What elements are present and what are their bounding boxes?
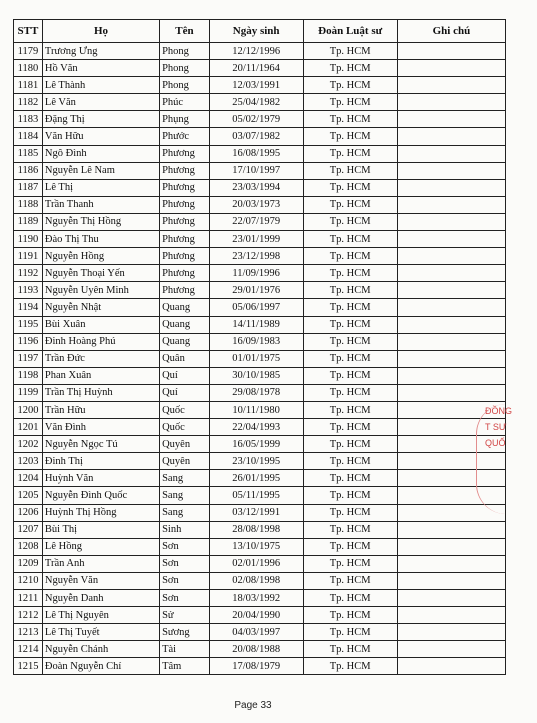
cell-doan-luat-su: Tp. HCM bbox=[303, 94, 397, 111]
table-row bbox=[14, 282, 506, 299]
cell-doan-luat-su: Tp. HCM bbox=[303, 590, 397, 607]
cell-doan-luat-su: Tp. HCM bbox=[303, 162, 397, 179]
cell-ngay-sinh: 01/01/1975 bbox=[209, 350, 303, 367]
cell-doan-luat-su: Tp. HCM bbox=[303, 231, 397, 248]
cell-stt: 1188 bbox=[14, 196, 43, 213]
cell-ho: Trần Anh bbox=[42, 555, 159, 572]
cell-ho: Lê Văn bbox=[42, 94, 159, 111]
cell-stt: 1203 bbox=[14, 453, 43, 470]
cell-stt: 1215 bbox=[14, 658, 43, 675]
cell-stt: 1201 bbox=[14, 419, 43, 436]
cell-doan-luat-su: Tp. HCM bbox=[303, 658, 397, 675]
cell-stt: 1204 bbox=[14, 470, 43, 487]
cell-ho: Trần Thị Huỳnh bbox=[42, 384, 159, 401]
cell-doan-luat-su: Tp. HCM bbox=[303, 624, 397, 641]
table-row bbox=[14, 196, 506, 213]
cell-ngay-sinh: 05/02/1979 bbox=[209, 111, 303, 128]
cell-doan-luat-su: Tp. HCM bbox=[303, 196, 397, 213]
cell-doan-luat-su: Tp. HCM bbox=[303, 350, 397, 367]
cell-ghi-chu bbox=[397, 265, 505, 282]
cell-stt: 1182 bbox=[14, 94, 43, 111]
cell-ghi-chu bbox=[397, 538, 505, 555]
cell-doan-luat-su: Tp. HCM bbox=[303, 316, 397, 333]
cell-stt: 1179 bbox=[14, 43, 43, 60]
table-row bbox=[14, 401, 506, 418]
cell-stt: 1193 bbox=[14, 282, 43, 299]
cell-ghi-chu bbox=[397, 145, 505, 162]
cell-ngay-sinh: 17/10/1997 bbox=[209, 162, 303, 179]
cell-stt: 1194 bbox=[14, 299, 43, 316]
cell-ghi-chu bbox=[397, 282, 505, 299]
stamp-seal bbox=[476, 404, 537, 514]
cell-ten: Sơn bbox=[160, 538, 210, 555]
table-row bbox=[14, 231, 506, 248]
cell-ho: Trần Đức bbox=[42, 350, 159, 367]
cell-ho: Lê Thành bbox=[42, 77, 159, 94]
cell-doan-luat-su: Tp. HCM bbox=[303, 521, 397, 538]
cell-ten: Phương bbox=[160, 196, 210, 213]
table-row bbox=[14, 538, 506, 555]
cell-stt: 1200 bbox=[14, 401, 43, 418]
cell-stt: 1198 bbox=[14, 367, 43, 384]
stamp-text-2: T SƯ bbox=[485, 422, 507, 432]
cell-ten: Quyên bbox=[160, 453, 210, 470]
cell-ten: Quang bbox=[160, 316, 210, 333]
cell-ngay-sinh: 03/12/1991 bbox=[209, 504, 303, 521]
cell-ten: Phương bbox=[160, 162, 210, 179]
cell-doan-luat-su: Tp. HCM bbox=[303, 145, 397, 162]
cell-doan-luat-su: Tp. HCM bbox=[303, 419, 397, 436]
cell-doan-luat-su: Tp. HCM bbox=[303, 333, 397, 350]
cell-ho: Bùi Xuân bbox=[42, 316, 159, 333]
cell-ghi-chu bbox=[397, 333, 505, 350]
cell-ghi-chu bbox=[397, 128, 505, 145]
cell-doan-luat-su: Tp. HCM bbox=[303, 401, 397, 418]
cell-ngay-sinh: 14/11/1989 bbox=[209, 316, 303, 333]
cell-ho: Nguyễn Đình Quốc bbox=[42, 487, 159, 504]
cell-ho: Lê Thị Nguyên bbox=[42, 607, 159, 624]
cell-ghi-chu bbox=[397, 384, 505, 401]
cell-ten: Sử bbox=[160, 607, 210, 624]
header-ho: Họ bbox=[42, 20, 159, 43]
cell-ho: Lê Thị bbox=[42, 179, 159, 196]
cell-ngay-sinh: 23/10/1995 bbox=[209, 453, 303, 470]
cell-ngay-sinh: 28/08/1998 bbox=[209, 521, 303, 538]
cell-ghi-chu bbox=[397, 94, 505, 111]
cell-ten: Sang bbox=[160, 470, 210, 487]
cell-ho: Nguyễn Thoại Yến bbox=[42, 265, 159, 282]
table-row bbox=[14, 607, 506, 624]
cell-ngay-sinh: 23/01/1999 bbox=[209, 231, 303, 248]
cell-ten: Quyên bbox=[160, 436, 210, 453]
cell-ngay-sinh: 02/01/1996 bbox=[209, 555, 303, 572]
table-row bbox=[14, 248, 506, 265]
table-row bbox=[14, 641, 506, 658]
cell-ho: Nguyễn Danh bbox=[42, 590, 159, 607]
cell-doan-luat-su: Tp. HCM bbox=[303, 367, 397, 384]
cell-ngay-sinh: 30/10/1985 bbox=[209, 367, 303, 384]
cell-doan-luat-su: Tp. HCM bbox=[303, 453, 397, 470]
table-row bbox=[14, 555, 506, 572]
cell-ho: Lê Thị Tuyết bbox=[42, 624, 159, 641]
cell-ghi-chu bbox=[397, 213, 505, 230]
cell-ten: Quí bbox=[160, 384, 210, 401]
cell-ngay-sinh: 25/04/1982 bbox=[209, 94, 303, 111]
cell-ten: Tài bbox=[160, 641, 210, 658]
cell-ten: Sơn bbox=[160, 572, 210, 589]
cell-stt: 1189 bbox=[14, 213, 43, 230]
cell-ngay-sinh: 02/08/1998 bbox=[209, 572, 303, 589]
cell-ho: Nguyễn Chánh bbox=[42, 641, 159, 658]
cell-ten: Sơn bbox=[160, 590, 210, 607]
cell-doan-luat-su: Tp. HCM bbox=[303, 555, 397, 572]
cell-ghi-chu bbox=[397, 162, 505, 179]
cell-stt: 1186 bbox=[14, 162, 43, 179]
cell-ten: Phương bbox=[160, 179, 210, 196]
cell-ten: Quốc bbox=[160, 419, 210, 436]
cell-ho: Hồ Văn bbox=[42, 60, 159, 77]
page-number: Page 33 bbox=[234, 700, 272, 711]
cell-doan-luat-su: Tp. HCM bbox=[303, 470, 397, 487]
cell-ten: Sinh bbox=[160, 521, 210, 538]
cell-stt: 1205 bbox=[14, 487, 43, 504]
cell-ho: Nguyễn Ngọc Tú bbox=[42, 436, 159, 453]
cell-doan-luat-su: Tp. HCM bbox=[303, 384, 397, 401]
cell-ho: Trần Hữu bbox=[42, 401, 159, 418]
cell-ho: Nguyễn Thị Hồng bbox=[42, 213, 159, 230]
cell-stt: 1212 bbox=[14, 607, 43, 624]
header-ten: Tên bbox=[160, 20, 210, 43]
cell-ho: Lê Hồng bbox=[42, 538, 159, 555]
cell-ngay-sinh: 20/03/1973 bbox=[209, 196, 303, 213]
cell-ho: Nguyễn Văn bbox=[42, 572, 159, 589]
cell-ngay-sinh: 18/03/1992 bbox=[209, 590, 303, 607]
cell-ho: Trương Ưng bbox=[42, 43, 159, 60]
cell-doan-luat-su: Tp. HCM bbox=[303, 265, 397, 282]
cell-doan-luat-su: Tp. HCM bbox=[303, 572, 397, 589]
cell-ghi-chu bbox=[397, 350, 505, 367]
cell-doan-luat-su: Tp. HCM bbox=[303, 111, 397, 128]
table-row bbox=[14, 299, 506, 316]
cell-ghi-chu bbox=[397, 641, 505, 658]
table-row bbox=[14, 333, 506, 350]
cell-ghi-chu bbox=[397, 555, 505, 572]
cell-ho: Phan Xuân bbox=[42, 367, 159, 384]
table-row bbox=[14, 572, 506, 589]
cell-ho: Đinh Thị bbox=[42, 453, 159, 470]
cell-doan-luat-su: Tp. HCM bbox=[303, 213, 397, 230]
cell-ghi-chu bbox=[397, 77, 505, 94]
cell-doan-luat-su: Tp. HCM bbox=[303, 282, 397, 299]
cell-ghi-chu bbox=[397, 607, 505, 624]
cell-ho: Huỳnh Thị Hồng bbox=[42, 504, 159, 521]
cell-ngay-sinh: 20/08/1988 bbox=[209, 641, 303, 658]
table-row bbox=[14, 521, 506, 538]
cell-ghi-chu bbox=[397, 367, 505, 384]
cell-stt: 1190 bbox=[14, 231, 43, 248]
table-row bbox=[14, 213, 506, 230]
header-ngay-sinh: Ngày sinh bbox=[209, 20, 303, 43]
cell-stt: 1209 bbox=[14, 555, 43, 572]
cell-ten: Phương bbox=[160, 265, 210, 282]
cell-ngay-sinh: 16/08/1995 bbox=[209, 145, 303, 162]
cell-ngay-sinh: 10/11/1980 bbox=[209, 401, 303, 418]
table-row bbox=[14, 367, 506, 384]
cell-ghi-chu bbox=[397, 231, 505, 248]
cell-ho: Đào Thị Thu bbox=[42, 231, 159, 248]
cell-ten: Sang bbox=[160, 487, 210, 504]
table-row bbox=[14, 60, 506, 77]
cell-ghi-chu bbox=[397, 590, 505, 607]
table-row bbox=[14, 43, 506, 60]
cell-ho: Đoàn Nguyễn Chí bbox=[42, 658, 159, 675]
cell-ghi-chu bbox=[397, 60, 505, 77]
cell-ho: Văn Đình bbox=[42, 419, 159, 436]
table-row bbox=[14, 384, 506, 401]
cell-ngay-sinh: 20/11/1964 bbox=[209, 60, 303, 77]
cell-ten: Quí bbox=[160, 367, 210, 384]
table-row bbox=[14, 419, 506, 436]
cell-ho: Văn Hữu bbox=[42, 128, 159, 145]
cell-doan-luat-su: Tp. HCM bbox=[303, 607, 397, 624]
cell-stt: 1191 bbox=[14, 248, 43, 265]
cell-ten: Phương bbox=[160, 213, 210, 230]
table-row bbox=[14, 504, 506, 521]
cell-ngay-sinh: 16/09/1983 bbox=[209, 333, 303, 350]
table-header bbox=[14, 20, 506, 43]
table-row bbox=[14, 658, 506, 675]
cell-ghi-chu bbox=[397, 624, 505, 641]
table-row bbox=[14, 470, 506, 487]
cell-doan-luat-su: Tp. HCM bbox=[303, 60, 397, 77]
cell-ngay-sinh: 16/05/1999 bbox=[209, 436, 303, 453]
table-row bbox=[14, 94, 506, 111]
cell-stt: 1208 bbox=[14, 538, 43, 555]
cell-doan-luat-su: Tp. HCM bbox=[303, 641, 397, 658]
cell-doan-luat-su: Tp. HCM bbox=[303, 436, 397, 453]
cell-ngay-sinh: 23/03/1994 bbox=[209, 179, 303, 196]
table-row bbox=[14, 145, 506, 162]
cell-doan-luat-su: Tp. HCM bbox=[303, 43, 397, 60]
cell-stt: 1187 bbox=[14, 179, 43, 196]
cell-ho: Đặng Thị bbox=[42, 111, 159, 128]
cell-ten: Phụng bbox=[160, 111, 210, 128]
cell-ho: Đinh Hoàng Phú bbox=[42, 333, 159, 350]
cell-ngay-sinh: 23/12/1998 bbox=[209, 248, 303, 265]
cell-ten: Phước bbox=[160, 128, 210, 145]
cell-ten: Quân bbox=[160, 350, 210, 367]
cell-ten: Quốc bbox=[160, 401, 210, 418]
cell-ten: Sương bbox=[160, 624, 210, 641]
cell-ten: Phong bbox=[160, 77, 210, 94]
table-row bbox=[14, 487, 506, 504]
table-row bbox=[14, 265, 506, 282]
cell-doan-luat-su: Tp. HCM bbox=[303, 538, 397, 555]
cell-stt: 1199 bbox=[14, 384, 43, 401]
cell-ngay-sinh: 03/07/1982 bbox=[209, 128, 303, 145]
cell-stt: 1207 bbox=[14, 521, 43, 538]
cell-ghi-chu bbox=[397, 299, 505, 316]
cell-stt: 1192 bbox=[14, 265, 43, 282]
cell-stt: 1180 bbox=[14, 60, 43, 77]
cell-doan-luat-su: Tp. HCM bbox=[303, 179, 397, 196]
cell-ho: Trần Thanh bbox=[42, 196, 159, 213]
cell-stt: 1211 bbox=[14, 590, 43, 607]
table-row bbox=[14, 350, 506, 367]
cell-doan-luat-su: Tp. HCM bbox=[303, 504, 397, 521]
cell-ho: Nguyễn Lê Nam bbox=[42, 162, 159, 179]
cell-stt: 1185 bbox=[14, 145, 43, 162]
table-row bbox=[14, 179, 506, 196]
cell-ho: Ngô Đình bbox=[42, 145, 159, 162]
cell-ten: Quang bbox=[160, 299, 210, 316]
stamp-text-1: ĐỒNG bbox=[485, 406, 512, 416]
cell-ngay-sinh: 29/08/1978 bbox=[209, 384, 303, 401]
cell-doan-luat-su: Tp. HCM bbox=[303, 299, 397, 316]
cell-ten: Sang bbox=[160, 504, 210, 521]
cell-stt: 1184 bbox=[14, 128, 43, 145]
cell-ghi-chu bbox=[397, 179, 505, 196]
cell-stt: 1214 bbox=[14, 641, 43, 658]
cell-ghi-chu bbox=[397, 43, 505, 60]
cell-ten: Tâm bbox=[160, 658, 210, 675]
cell-ten: Phong bbox=[160, 60, 210, 77]
cell-ten: Phương bbox=[160, 145, 210, 162]
cell-doan-luat-su: Tp. HCM bbox=[303, 487, 397, 504]
header-doan-luat-su: Đoàn Luật sư bbox=[303, 20, 397, 43]
cell-ngay-sinh: 05/11/1995 bbox=[209, 487, 303, 504]
table-body bbox=[14, 43, 506, 675]
cell-ngay-sinh: 13/10/1975 bbox=[209, 538, 303, 555]
table-row bbox=[14, 590, 506, 607]
cell-ngay-sinh: 12/03/1991 bbox=[209, 77, 303, 94]
cell-ten: Phong bbox=[160, 43, 210, 60]
lawyer-list-table bbox=[13, 19, 506, 675]
cell-ngay-sinh: 05/06/1997 bbox=[209, 299, 303, 316]
cell-doan-luat-su: Tp. HCM bbox=[303, 248, 397, 265]
stamp-text-3: QUỐ bbox=[485, 438, 506, 448]
cell-ghi-chu bbox=[397, 658, 505, 675]
table-row bbox=[14, 162, 506, 179]
cell-ten: Phúc bbox=[160, 94, 210, 111]
cell-ho: Huỳnh Văn bbox=[42, 470, 159, 487]
cell-stt: 1181 bbox=[14, 77, 43, 94]
cell-stt: 1183 bbox=[14, 111, 43, 128]
table-row bbox=[14, 77, 506, 94]
cell-ngay-sinh: 17/08/1979 bbox=[209, 658, 303, 675]
cell-ghi-chu bbox=[397, 316, 505, 333]
cell-ngay-sinh: 04/03/1997 bbox=[209, 624, 303, 641]
header-stt: STT bbox=[14, 20, 43, 43]
cell-ten: Quang bbox=[160, 333, 210, 350]
cell-ho: Nguyễn Nhật bbox=[42, 299, 159, 316]
cell-ngay-sinh: 22/04/1993 bbox=[209, 419, 303, 436]
cell-ghi-chu bbox=[397, 521, 505, 538]
cell-ngay-sinh: 11/09/1996 bbox=[209, 265, 303, 282]
cell-ho: Nguyễn Uyên Minh bbox=[42, 282, 159, 299]
cell-stt: 1206 bbox=[14, 504, 43, 521]
cell-ten: Phương bbox=[160, 282, 210, 299]
cell-ghi-chu bbox=[397, 196, 505, 213]
cell-ngay-sinh: 29/01/1976 bbox=[209, 282, 303, 299]
table-row bbox=[14, 128, 506, 145]
cell-ho: Bùi Thị bbox=[42, 521, 159, 538]
table-row bbox=[14, 436, 506, 453]
cell-ten: Phương bbox=[160, 248, 210, 265]
cell-stt: 1196 bbox=[14, 333, 43, 350]
cell-doan-luat-su: Tp. HCM bbox=[303, 77, 397, 94]
cell-ghi-chu bbox=[397, 111, 505, 128]
table-row bbox=[14, 316, 506, 333]
header-row bbox=[14, 20, 506, 43]
cell-stt: 1213 bbox=[14, 624, 43, 641]
table-row bbox=[14, 624, 506, 641]
cell-stt: 1210 bbox=[14, 572, 43, 589]
table-row bbox=[14, 111, 506, 128]
cell-ten: Phương bbox=[160, 231, 210, 248]
cell-ngay-sinh: 26/01/1995 bbox=[209, 470, 303, 487]
cell-ho: Nguyễn Hồng bbox=[42, 248, 159, 265]
cell-doan-luat-su: Tp. HCM bbox=[303, 128, 397, 145]
cell-stt: 1202 bbox=[14, 436, 43, 453]
cell-stt: 1197 bbox=[14, 350, 43, 367]
cell-ghi-chu bbox=[397, 248, 505, 265]
cell-ten: Sơn bbox=[160, 555, 210, 572]
header-ghi-chu: Ghi chú bbox=[397, 20, 505, 43]
cell-stt: 1195 bbox=[14, 316, 43, 333]
cell-ngay-sinh: 20/04/1990 bbox=[209, 607, 303, 624]
table-row bbox=[14, 453, 506, 470]
cell-ngay-sinh: 12/12/1996 bbox=[209, 43, 303, 60]
cell-ngay-sinh: 22/07/1979 bbox=[209, 213, 303, 230]
cell-ghi-chu bbox=[397, 572, 505, 589]
